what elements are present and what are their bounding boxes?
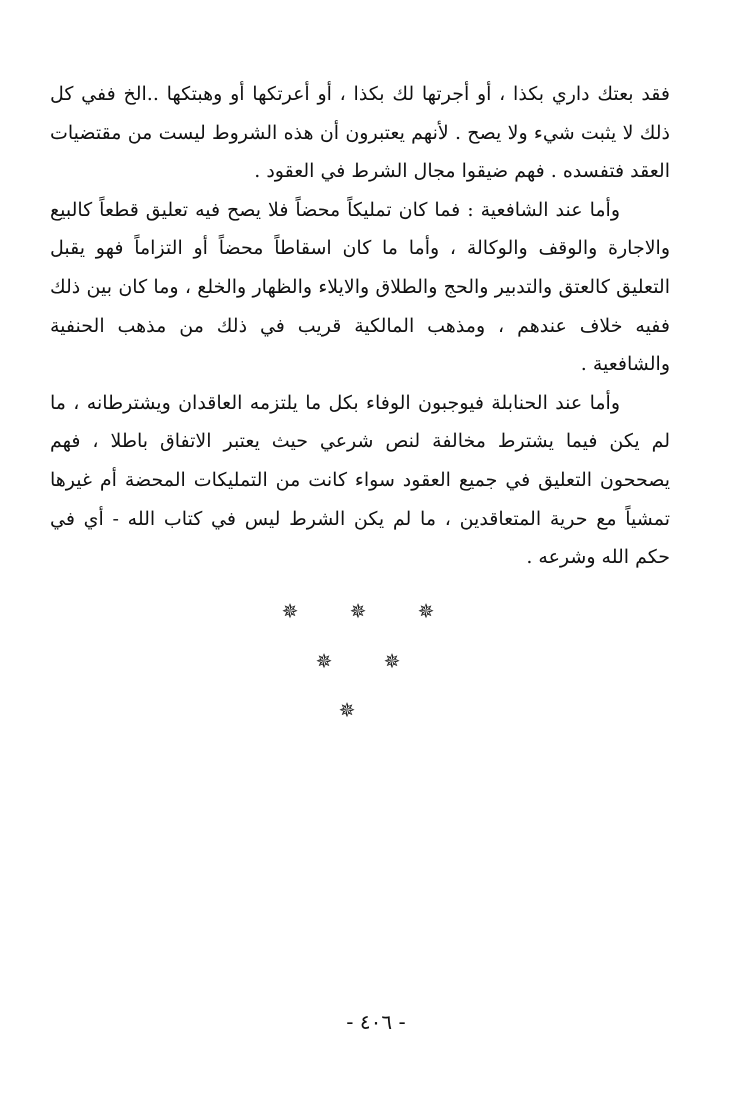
- star-ornament-icon: ✵: [315, 649, 333, 673]
- body-text: [50, 75, 670, 577]
- section-divider-ornaments: [0, 590, 752, 730]
- paragraph-shafii: وأما عند الشافعية : فما كان تمليكاً محضاً فلا يصح فيه تعليق قطعاً كالبيع والاجارة والوقف والوكالة ، وأما ما كان اسقاطاً محضاً أو التزاماً فهو يقبل التعليق كالعتق والتدبير والحج والطلاق والايلاء والظهار والخلع ، وما كان بين ذلك ففيه خلاف عندهم ، ومذهب المالكية قريب في ذلك من مذهب الحنفية والشافعية .: [50, 198, 670, 376]
- star-ornament-icon: ✵: [417, 599, 435, 623]
- paragraph-hanafi-conclusion: فقد بعتك داري بكذا ، أو أجرتها لك بكذا ، أو أعرتكها أو وهبتكها ..الخ ففي كل ذلك لا يثبت شيء ولا يصح . لأنهم يعتبرون أن هذه الشروط ليست من مقتضيات العقد فتفسده . فهم ضيقوا مجال الشرط في العقود .: [50, 83, 670, 183]
- star-ornament-icon: ✵: [281, 599, 299, 623]
- star-ornament-icon: ✵: [338, 698, 356, 722]
- star-ornament-icon: ✵: [349, 599, 367, 623]
- page-number: - ٤٠٦ -: [346, 1010, 406, 1034]
- star-ornament-icon: ✵: [383, 649, 401, 673]
- paragraph-hanbali: وأما عند الحنابلة فيوجبون الوفاء بكل ما يلتزمه العاقدان ويشترطانه ، ما لم يكن فيما يشترط مخالفة لنص شرعي حيث يعتبر الاتفاق باطلا ، فهم يصححون التعليق في جميع العقود سواء كانت من التمليكات المحضة أم غيرها تمشياً مع حرية المتعاقدين ، ما لم يكن الشرط ليس في كتاب الله - أي في حكم الله وشرعه .: [50, 391, 670, 569]
